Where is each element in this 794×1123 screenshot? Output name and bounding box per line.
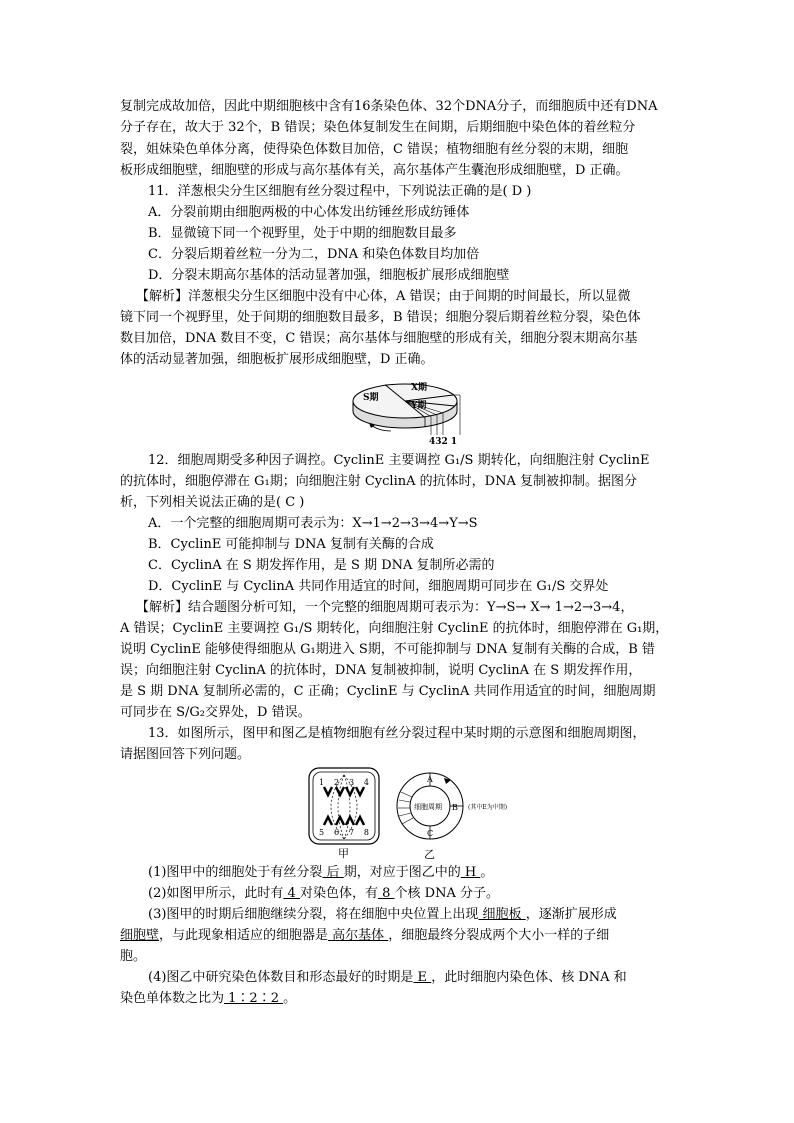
answer-blank: 高尔基体: [328, 928, 389, 943]
yi-label: 乙: [424, 848, 435, 861]
answer-blank: 细胞壁: [120, 928, 160, 943]
jia-bottom-numbers: 5 6 7 8: [319, 828, 369, 837]
subquestion-2: [148, 885, 499, 903]
y-phase-label: Y期: [411, 401, 427, 411]
answer-blank: E: [413, 970, 432, 985]
question-stem: 11．洋葱根尖分生区细胞有丝分裂过程中，下列说法正确的是( D ): [148, 184, 532, 199]
analysis-line: 【解析】结合题图分析可知，一个完整的细胞周期可表示为：Y→S→ X→ 1→2→3→4，: [136, 600, 634, 615]
question-stem: 13．如图所示，图甲和图乙是植物细胞有丝分裂过程中某时期的示意图和细胞周期图，: [148, 726, 646, 741]
option-d: D．CyclinE 与 CyclinA 共同作用适宜的时间，细胞周期可同步在 G₁/S 交界处: [148, 579, 609, 594]
option-b: B．CyclinE 可能抑制与 DNA 复制有关酶的合成: [148, 537, 434, 552]
text-line: 板形成细胞壁，细胞壁的形成与高尔基体有关，高尔基体产生囊泡形成细胞壁，D 正确。: [120, 163, 629, 178]
answer-blank: 后: [322, 865, 344, 880]
q-text: ，此时细胞内染色体、核 DNA 和: [431, 970, 627, 985]
analysis-line: 体的活动显著加强，细胞板扩展形成细胞壁，D 正确。: [120, 352, 434, 367]
cell-cycle-figure: [345, 373, 470, 445]
subquestion-3-tail: 胞。: [120, 949, 147, 964]
figure-jia: [308, 767, 380, 859]
q-text: ，细胞最终分裂成两个大小一样的子细: [388, 928, 610, 943]
x-phase-label: X期: [411, 383, 427, 393]
option-c: C．CyclinA 在 S 期发挥作用，是 S 期 DNA 复制所必需的: [148, 558, 495, 573]
text-line: 分子存在，故大于 32个，B 错误；染色体复制发生在间期，后期细胞中染色体的着丝粒分: [120, 120, 636, 135]
figure-yi: [396, 770, 536, 862]
q-text: 。: [283, 991, 297, 1006]
question-stem: 析，下列相关说法正确的是( C ): [120, 495, 305, 510]
option-a: A．分裂前期由细胞两极的中心体发出纺锤丝形成纺锤体: [148, 205, 470, 220]
answer-blank: 4: [283, 886, 300, 901]
option-b: B．显微镜下同一个视野里，处于中期的细胞数目最多: [148, 226, 457, 241]
analysis-line: 可同步在 S/G₂交界处，D 错误。: [120, 705, 311, 720]
yi-center-label: 细胞周期: [414, 803, 442, 811]
analysis-line: 【解析】洋葱根尖分生区细胞中没有中心体，A 错误；由于间期的时间最长，所以显微: [136, 289, 631, 304]
question-stem: 请据图回答下列问题。: [120, 747, 251, 762]
answer-blank: 细胞板: [478, 907, 526, 922]
slice-numbers: 432 1: [429, 437, 458, 445]
text-line: 复制完成故加倍，因此中期细胞核中含有16条染色体、32个DNA分子，而细胞质中还有DNA: [120, 99, 658, 114]
jia-label: 甲: [338, 847, 349, 859]
answer-blank: 8: [377, 886, 395, 901]
q-text: 染色单体数之比为: [120, 991, 225, 1006]
q-text: (3)图甲的时期后细胞继续分裂，将在细胞中央位置上出现: [148, 907, 479, 922]
answer-blank: H: [460, 865, 481, 880]
yi-a-label: A: [427, 775, 433, 784]
text-line: 裂，姐妹染色单体分离，使得染色体数目加倍，C 错误；植物细胞有丝分裂的末期，细胞: [120, 142, 629, 157]
question-stem: 的抗体时，细胞停滞在 G₁期；向细胞注射 CyclinA 的抗体时，DNA 复制被抑制。据图分: [120, 474, 637, 489]
subquestion-3: [148, 906, 617, 924]
question-stem: 12．细胞周期受多种因子调控。CyclinE 主要调控 G₁/S 期转化，向细胞注射 CyclinE: [148, 453, 650, 468]
option-c: C．分裂后期着丝粒一分为二，DNA 和染色体数目均加倍: [148, 247, 480, 262]
q-text: (1)图甲中的细胞处于有丝分裂: [148, 865, 323, 880]
subquestion-3-cont: [120, 927, 609, 945]
subquestion-1: [148, 864, 493, 882]
jia-top-numbers: 1 2 3 4: [319, 778, 369, 787]
analysis-line: 说明 CyclinE 能够使得细胞从 G₁期进入 S期，不可能抑制与 DNA 复制有关酶的合成，B 错: [120, 642, 655, 657]
option-a: A．一个完整的细胞周期可表示为：X→1→2→3→4→Y→S: [148, 516, 478, 531]
yi-note: (其中E为中期): [468, 804, 508, 811]
q-text: 个核 DNA 分子。: [394, 886, 499, 901]
q-text: 对染色体，有: [299, 886, 378, 901]
analysis-line: 镜下同一个视野里，处于间期的细胞数目最多，B 错误；细胞分裂后期着丝粒分裂，染色体: [120, 310, 641, 325]
q-text: ，逐渐扩展形成: [525, 907, 617, 922]
q-text: 。: [480, 865, 494, 880]
subquestion-4-cont: [120, 990, 296, 1008]
answer-blank: 1∶2∶2: [224, 991, 284, 1006]
option-d: D．分裂末期高尔基体的活动显著加强，细胞板扩展形成细胞壁: [148, 268, 510, 283]
yi-b-label: B: [452, 803, 458, 812]
q-text: 期，对应于图乙中的: [343, 865, 461, 880]
analysis-line: 数目加倍，DNA 数目不变，C 错误；高尔基体与细胞壁的形成有关，细胞分裂末期高尔基: [120, 331, 638, 346]
yi-c-label: C: [427, 829, 434, 838]
q-text: ，与此现象相适应的细胞器是: [159, 928, 329, 943]
subquestion-4: [148, 969, 627, 987]
analysis-line: 是 S 期 DNA 复制所必需的，C 正确；CyclinE 与 CyclinA 共同作用适宜的时间，细胞周期: [120, 684, 656, 699]
s-phase-label: S期: [363, 393, 379, 403]
analysis-line: 误；向细胞注射 CyclinA 的抗体时，DNA 复制被抑制，说明 CyclinA 在 S 期发挥作用，: [120, 663, 642, 678]
q-text: (2)如图甲所示，此时有: [148, 886, 284, 901]
q-text: (4)图乙中研究染色体数目和形态最好的时期是: [148, 970, 414, 985]
analysis-line: A 错误；CyclinE 主要调控 G₁/S 期转化，向细胞注射 CyclinE 的抗体时，细胞停滞在 G₁期，: [120, 621, 669, 636]
